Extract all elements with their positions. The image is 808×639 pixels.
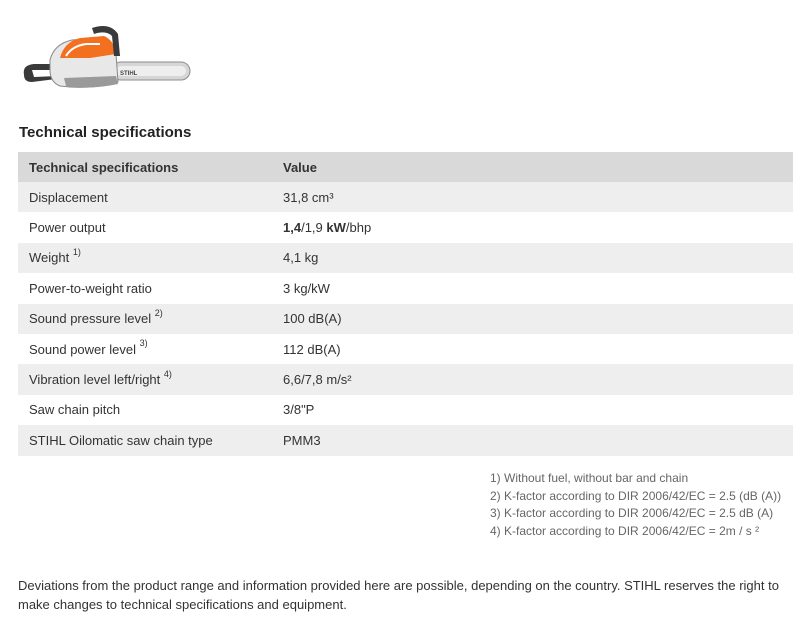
spec-label-text: STIHL Oilomatic saw chain type [29,432,213,448]
spec-value: 100 dB(A) [272,304,793,334]
footnote-reference: 4) [163,368,172,379]
disclaimer-text: Deviations from the product range and information provided here are possible, depending on the country. STIHL reserves the right to make changes to technical specifications and equipment. [18,578,779,612]
footnote-3: 3) K-factor according to DIR 2006/42/EC = 2.5 dB (A) [490,506,774,520]
spec-label [18,304,272,334]
section-title: Technical specifications [19,124,192,141]
spec-value [272,212,793,242]
spec-label [18,212,272,242]
product-image [20,20,195,100]
spec-value: 3 kg/kW [272,273,793,303]
spec-value: 4,1 kg [272,243,793,273]
table-row [18,243,793,273]
spec-value-part: /bhp [345,220,372,236]
spec-value: PMM3 [272,425,793,455]
table-row [18,364,793,394]
table-row [18,425,793,455]
spec-value: 112 dB(A) [272,334,793,364]
spec-label [18,364,272,394]
spec-value: 31,8 cm³ [272,182,793,212]
spec-label-text: Displacement [29,189,108,205]
footnote-2: 2) K-factor according to DIR 2006/42/EC = 2.5 (dB (A)) [490,488,782,503]
table-row [18,304,793,334]
spec-value-part: /1,9 [301,220,327,236]
table-header-row [18,152,793,182]
spec-label-text: Saw chain pitch [29,402,121,418]
spec-label [18,243,272,273]
spec-value-part: kW [326,220,346,236]
footnote-1: 1) Without fuel, without bar and chain [490,471,689,485]
column-header-specification: Technical specifications [18,152,272,182]
spec-label-text: Vibration level left/right [29,372,161,388]
specifications-table [18,152,793,456]
brand-logo-text: STIHL [120,71,138,77]
table-row [18,182,793,212]
footnote-reference: 2) [154,307,163,318]
table-row [18,212,793,242]
spec-label [18,273,272,303]
spec-label-text: Power output [29,220,106,236]
spec-value: 3/8"P [272,395,793,425]
spec-label-text: Sound power level [29,341,136,357]
footnote-4: 4) K-factor according to DIR 2006/42/EC = 2m / s ² [490,523,760,538]
specifications-table-body [18,182,793,456]
spec-label-text: Power-to-weight ratio [29,280,152,296]
spec-value: 6,6/7,8 m/s² [272,364,793,394]
footnotes [490,470,781,540]
spec-label [18,182,272,212]
spec-label [18,334,272,364]
spec-label [18,425,272,455]
spec-label-text: Weight [29,250,70,266]
spec-label-text: Sound pressure level [29,311,152,327]
spec-label [18,395,272,425]
footnote-reference: 3) [139,338,148,349]
footnote-reference: 1) [72,247,81,258]
table-row [18,334,793,364]
spec-value-part: 1,4 [283,220,302,236]
table-row [18,273,793,303]
chainsaw-illustration [20,20,195,100]
column-header-value: Value [272,152,793,182]
table-row [18,395,793,425]
